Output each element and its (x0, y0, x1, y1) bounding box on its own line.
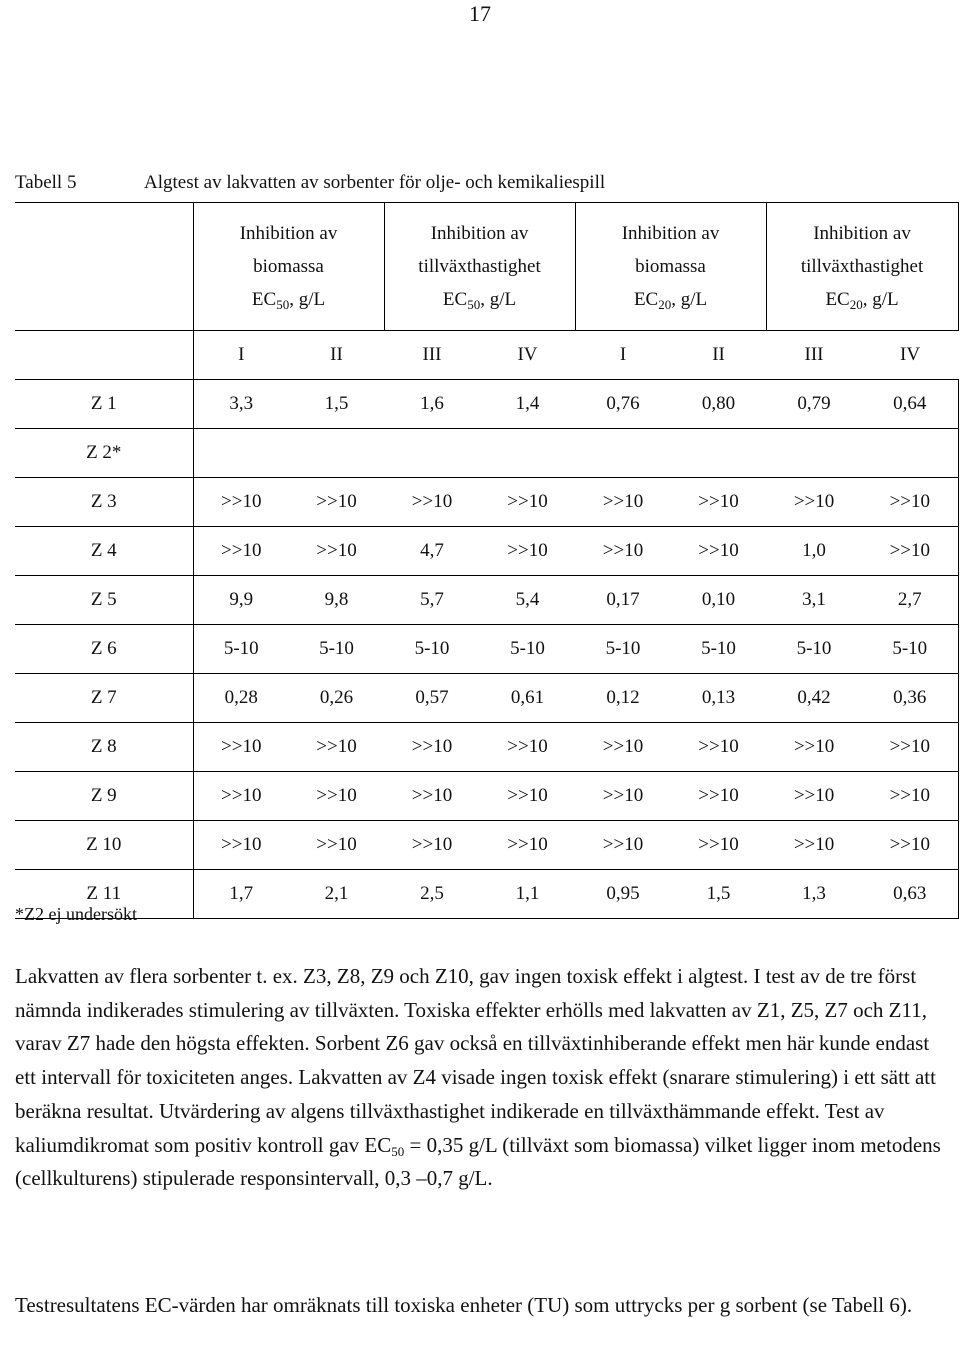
table-cell: >>10 (289, 772, 384, 821)
table-cell: >>10 (480, 723, 575, 772)
subheader-cell: III (766, 331, 862, 380)
table-cell: >>10 (480, 478, 575, 527)
table-cell (480, 429, 575, 478)
row-label: Z 8 (15, 723, 193, 772)
table-cell: 1,5 (671, 870, 766, 919)
table-cell: 0,95 (575, 870, 671, 919)
table-cell: 2,5 (384, 870, 480, 919)
table-cell: 5-10 (289, 625, 384, 674)
table-cell: 1,4 (480, 380, 575, 429)
table-cell: 0,63 (862, 870, 958, 919)
table-cell: 0,12 (575, 674, 671, 723)
column-header: Inhibition av tillväxthastighet $EC_{20}$, g/L (766, 203, 958, 331)
header-corner (15, 203, 193, 331)
table-cell: 1,6 (384, 380, 480, 429)
subheader-cell: II (671, 331, 766, 380)
table-cell (384, 429, 480, 478)
table-cell: >>10 (575, 723, 671, 772)
column-header: Inhibition av tillväxthastighet $EC_{50}$, g/L (384, 203, 575, 331)
table-cell: >>10 (671, 723, 766, 772)
table-cell: 5-10 (862, 625, 958, 674)
subheader-cell: III (384, 331, 480, 380)
table-cell: 2,1 (289, 870, 384, 919)
row-label: Z 1 (15, 380, 193, 429)
table-cell: 0,10 (671, 576, 766, 625)
table-cell: >>10 (384, 772, 480, 821)
table-cell: 9,9 (193, 576, 289, 625)
table-cell: >>10 (575, 527, 671, 576)
table-caption-title: Algtest av lakvatten av sorbenter för olje- och kemikaliespill (144, 172, 606, 193)
table-cell: 0,80 (671, 380, 766, 429)
table-cell: 5,7 (384, 576, 480, 625)
row-label: Z 7 (15, 674, 193, 723)
table-row (15, 870, 958, 919)
table-cell: 5,4 (480, 576, 575, 625)
table-row (15, 527, 958, 576)
table-row (15, 772, 958, 821)
table-cell: >>10 (766, 723, 862, 772)
table-cell: 0,13 (671, 674, 766, 723)
row-label: Z 11 (15, 870, 193, 919)
table-cell (862, 429, 958, 478)
table-cell: >>10 (671, 527, 766, 576)
table-caption-label: Tabell 5 (15, 172, 77, 193)
subheader-cell: IV (862, 331, 958, 380)
table-cell: >>10 (289, 723, 384, 772)
table-cell: >>10 (193, 821, 289, 870)
table-cell: >>10 (193, 478, 289, 527)
table-cell: >>10 (575, 478, 671, 527)
table-cell: 1,5 (289, 380, 384, 429)
table-cell: >>10 (480, 821, 575, 870)
table-row (15, 380, 958, 429)
table-cell: 1,7 (193, 870, 289, 919)
subheader-cell: I (193, 331, 289, 380)
table-cell: 3,1 (766, 576, 862, 625)
row-label: Z 6 (15, 625, 193, 674)
row-label: Z 3 (15, 478, 193, 527)
table-cell: >>10 (480, 527, 575, 576)
table-cell: >>10 (193, 527, 289, 576)
results-paragraph: Lakvatten av flera sorbenter t. ex. Z3, Z8, Z9 och Z10, gav ingen toxisk effekt i algtest. I test av de tre först nämnda indikerades stimulering av tillväxten. Toxiska effekter erhölls med lakvatten av Z1, Z5, Z7 och Z11, varav Z7 hade den högsta effekten. Sorbent Z6 gav också en tillväxtinhiberande effekt men här kunde endast ett intervall för toxiciteten anges. Lakvatten av Z4 visade ingen toxisk effekt (snarare stimulering) i ett sätt att beräkna resultat. Utvärdering av algens tillväxthastighet indikerade en tillväxthämmande effekt. Test av kaliumdikromat som positiv kontroll gav $EC_{50} = 0,35$ g/L (tillväxt som biomassa) vilket ligger inom metodens (cellkulturens) stipulerade responsintervall, 0,3 –0,7 g/L. (15, 964, 941, 1191)
table-row (15, 429, 958, 478)
table-cell: 0,57 (384, 674, 480, 723)
table-cell: 0,26 (289, 674, 384, 723)
table-cell (575, 429, 671, 478)
table-cell: 5-10 (384, 625, 480, 674)
table-cell: >>10 (575, 772, 671, 821)
subheader-cell: I (575, 331, 671, 380)
table-cell: 4,7 (384, 527, 480, 576)
table-cell: >>10 (193, 772, 289, 821)
table-cell: 3,3 (193, 380, 289, 429)
table-cell (671, 429, 766, 478)
table-cell: >>10 (862, 821, 958, 870)
table-cell: 2,7 (862, 576, 958, 625)
table-row (15, 723, 958, 772)
table-cell: 1,3 (766, 870, 862, 919)
table-cell: >>10 (671, 772, 766, 821)
table-header-row (15, 203, 958, 331)
table-cell: 0,61 (480, 674, 575, 723)
table-cell: >>10 (766, 772, 862, 821)
table-cell: >>10 (862, 723, 958, 772)
conversion-paragraph: Testresultatens EC-värden har omräknats till toxiska enheter (TU) som uttrycks per g sorbent (se Tabell 6). (15, 1293, 913, 1317)
table-cell: 0,79 (766, 380, 862, 429)
table-cell (193, 429, 289, 478)
table-cell: 5-10 (480, 625, 575, 674)
table-cell: >>10 (384, 821, 480, 870)
column-header: Inhibition av biomassa $EC_{50}$, g/L (193, 203, 384, 331)
table-cell: >>10 (289, 821, 384, 870)
subheader-cell: IV (480, 331, 575, 380)
row-label: Z 2* (15, 429, 193, 478)
row-label: Z 10 (15, 821, 193, 870)
table-row (15, 576, 958, 625)
table-cell: 5-10 (575, 625, 671, 674)
table-subheader-row (15, 331, 958, 380)
table-cell: 5-10 (671, 625, 766, 674)
table-cell (766, 429, 862, 478)
row-label: Z 4 (15, 527, 193, 576)
table-cell: 0,17 (575, 576, 671, 625)
table-cell: 0,42 (766, 674, 862, 723)
table-cell: >>10 (480, 772, 575, 821)
table-row (15, 821, 958, 870)
table-row (15, 625, 958, 674)
table-cell: 5-10 (193, 625, 289, 674)
table-cell: >>10 (671, 821, 766, 870)
table-cell: >>10 (766, 821, 862, 870)
table-cell (289, 429, 384, 478)
page-number: 17 (469, 1, 491, 26)
row-label: Z 5 (15, 576, 193, 625)
table-cell: >>10 (862, 772, 958, 821)
table-row (15, 478, 958, 527)
table-cell: >>10 (193, 723, 289, 772)
table-cell: 0,36 (862, 674, 958, 723)
table-row (15, 674, 958, 723)
row-label: Z 9 (15, 772, 193, 821)
table-cell: >>10 (862, 527, 958, 576)
table-cell: >>10 (384, 723, 480, 772)
subheader-cell: II (289, 331, 384, 380)
table-cell: >>10 (384, 478, 480, 527)
table-cell: 0,28 (193, 674, 289, 723)
table-cell: >>10 (575, 821, 671, 870)
table-cell: >>10 (289, 478, 384, 527)
table-cell: 0,76 (575, 380, 671, 429)
table-cell: >>10 (671, 478, 766, 527)
table-cell: 5-10 (766, 625, 862, 674)
table-cell: >>10 (862, 478, 958, 527)
table-cell: 1,0 (766, 527, 862, 576)
column-header: Inhibition av biomassa $EC_{20}$, g/L (575, 203, 766, 331)
table-cell: 1,1 (480, 870, 575, 919)
table-cell: 9,8 (289, 576, 384, 625)
table-cell: >>10 (289, 527, 384, 576)
table-cell: >>10 (766, 478, 862, 527)
table-cell: 0,64 (862, 380, 958, 429)
table-footnote: *Z2 ej undersökt (15, 904, 137, 924)
results-table (15, 202, 959, 919)
